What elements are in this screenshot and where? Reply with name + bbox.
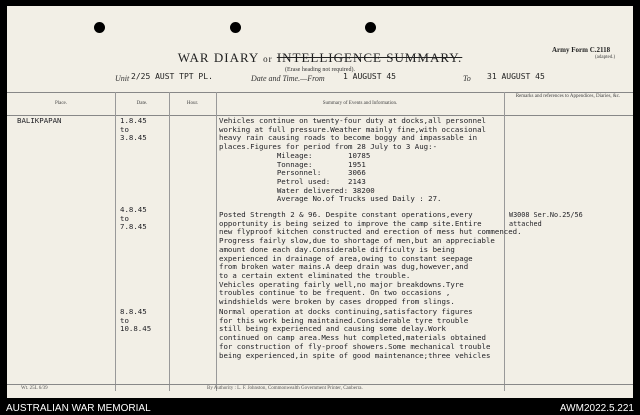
column-header-place: Place. — [54, 101, 68, 106]
print-code: Wt. 25L 6/39 — [21, 386, 48, 391]
entry-date: 4.8.45 to 7.8.45 — [120, 205, 147, 232]
entry-summary: Posted Strength 2 & 96. Despite constant operations,every opportunity is being seized to improve the camp site.Entire new flyproof kitchen constructed and erection of mess hut commenced. Progress fairly slow,due to shortage of men,but an appreciable amount done each day.Considerable difficulty is being experienced in drainage of area,owing to constant seepage from broken water mains.A deep drain was dug,however,and to a certain extent eliminated the trouble. Vehicles operating fairly well,no major breakdowns.Tyre troubles continue to be frequent. On two occasions , windshields were broken by cases dropped from slings. — [219, 210, 522, 307]
entry-summary: Normal operation at docks continuing,satisfactory figures for this work being maintained.Considerable tyre trouble still being experienced and causing some delay.Work continued on camp area.Mess hut completed,materials obtained for construction of fly-proof showers.Some mechanical trouble being experienced,in spite of good maintenance;three vehicles — [219, 307, 491, 360]
column-divider — [169, 92, 170, 391]
entry-date: 8.8.45 to 10.8.45 — [120, 307, 152, 334]
column-header-date: Date. — [136, 101, 148, 106]
date-to: 31 AUGUST 45 — [487, 72, 545, 81]
to-label: To — [463, 74, 471, 83]
title-war-diary: WAR DIARY — [177, 50, 259, 65]
column-divider — [115, 92, 116, 391]
column-header-hour: Hour. — [186, 101, 199, 106]
unit-value: 2/25 AUST TPT PL. — [131, 72, 213, 81]
entry-remarks: W3008 Ser.No.25/56 attached — [509, 211, 583, 228]
title-or: or — [263, 54, 273, 64]
footer-rule — [7, 384, 633, 385]
column-header-remarks: Remarks and references to Appendices, Diaries, &c. — [515, 94, 621, 99]
entry-date: 1.8.45 to 3.8.45 — [120, 116, 147, 143]
archive-caption: AUSTRALIAN WAR MEMORIAL — [6, 403, 151, 414]
punch-hole — [94, 22, 105, 33]
entry-place: BALIKPAPAN — [17, 116, 62, 125]
date-from: 1 AUGUST 45 — [343, 72, 396, 81]
punch-hole — [365, 22, 376, 33]
title-struck: INTELLIGENCE SUMMARY. — [276, 50, 463, 65]
column-header-summary: Summary of Events and Information. — [322, 101, 398, 106]
entry-summary: Vehicles continue on twenty-four duty at docks,all personnel working at full pressure.Weather mainly fine,with occasional heavy rain causing roads to become boggy and impassable in places.Figures for period from 28 July to 3 Aug:- Mileage: 10785 Tonnage: 1951 Personnel: 3066 Petrol used: 2143 Water delivered: 38200 Average No.of Trucks used Daily : 27. — [219, 116, 486, 204]
unit-label: Unit — [115, 74, 130, 83]
erase-note: (Erase heading not required). — [285, 67, 355, 73]
archive-reference: AWM2022.5.221 — [559, 403, 634, 414]
page-title — [7, 50, 633, 66]
punch-hole — [230, 22, 241, 33]
war-diary-sheet — [7, 6, 633, 398]
date-label: Date and Time.—From — [251, 74, 325, 83]
printer-authority: By Authority : L. F. Johnston, Commonwealth Government Printer, Canberra. — [207, 386, 363, 391]
adapted-note: (adapted.) — [595, 55, 616, 60]
column-divider — [216, 92, 217, 391]
table-top-rule — [7, 92, 633, 93]
army-form-number: Army Form C.2118 — [552, 46, 611, 54]
